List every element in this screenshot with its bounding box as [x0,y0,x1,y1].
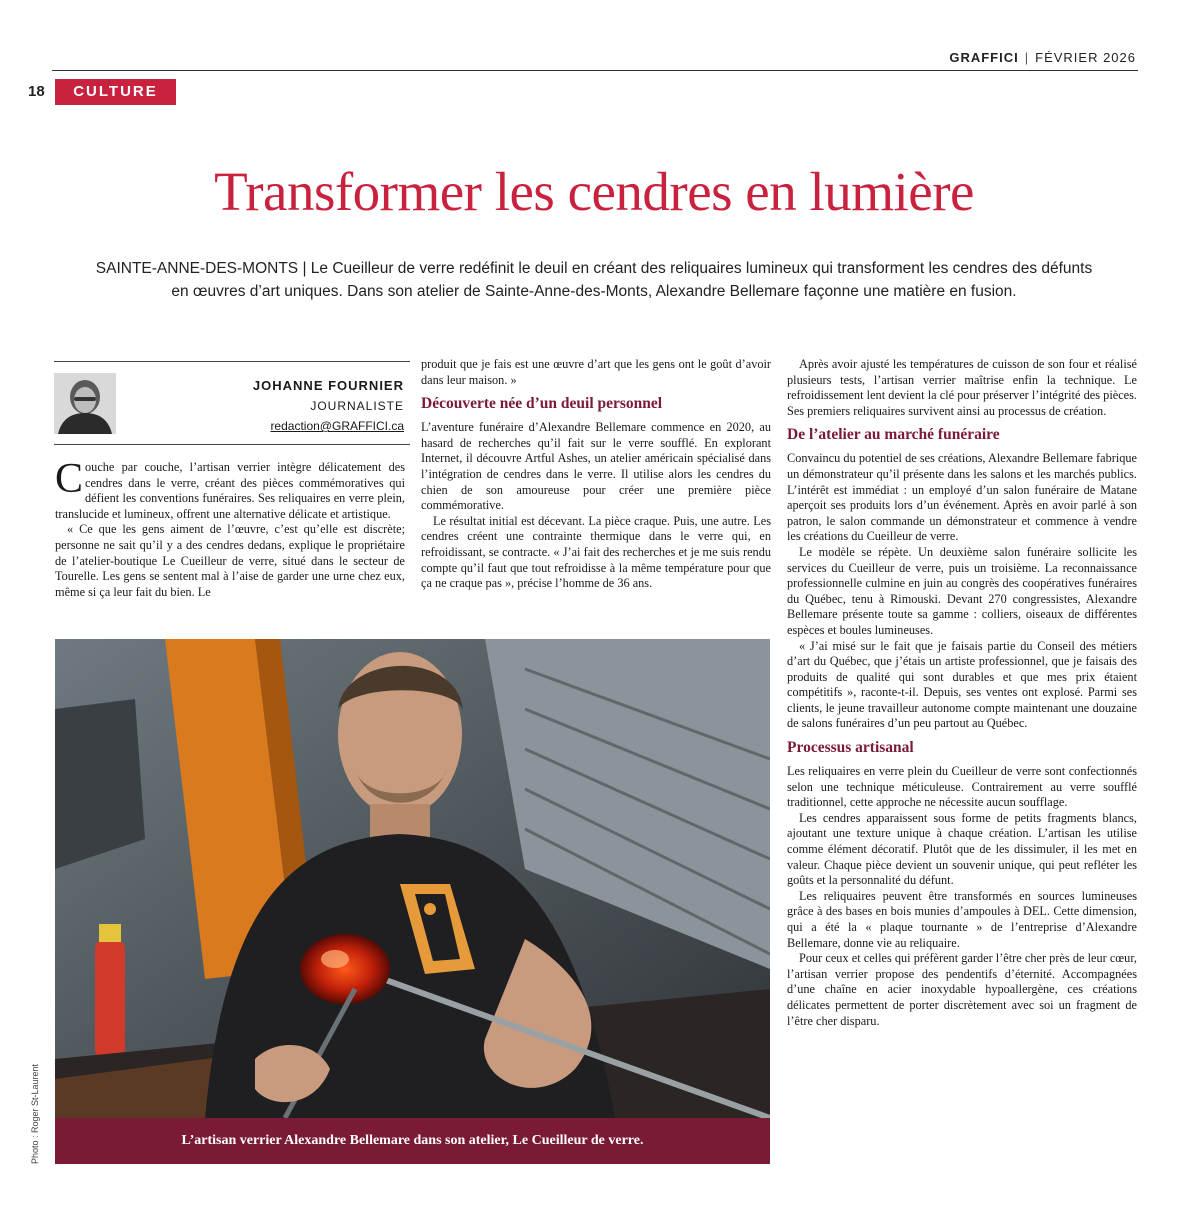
article-photo [55,639,770,1118]
drop-cap: C [55,456,84,502]
paragraph: produit que je fais est une œuvre d’art que les gens ont le goût d’avoir dans leur maison. » [421,357,771,387]
byline-rule-bottom [54,444,410,445]
author-name: JOHANNE FOURNIER [252,378,404,393]
paragraph: Convaincu du potentiel de ses créations, Alexandre Bellemare fabrique un démonstrateur qu’il présente dans les salons et les marchés publics. L’intérêt est immédiat : un employé d’un salon funéraire de Matane aperçoit ses produits lors d’un événement. Après en avoir parlé à son patron, le salon commande un démonstrateur et commence à vendre les créations du Cueilleur de verre. [787,451,1137,544]
paragraph: Les reliquaires en verre plein du Cueilleur de verre sont confectionnés selon une technique méticuleuse. Contrairement au verre soufflé traditionnel, cette approche ne nécessite aucun soufflage. [787,764,1137,810]
glassblower-photo [55,639,770,1118]
paragraph: « J’ai misé sur le fait que je faisais partie du Conseil des métiers d’art du Québec, que j’étais un artiste professionnel, que je faisais des produits de qualité qui sont durables et que mes prix étaient compétitifs », raconte-t-il. Depuis, ses ventes ont explosé. Parmi ses clients, le jeune travailleur autonome compte maintenant une douzaine de salons funéraires d’un peu partout au Québec. [787,638,1137,731]
column-2 [421,357,771,592]
caption-bar [55,1118,770,1164]
author-role: JOURNALISTE [310,399,404,413]
paragraph: Pour ceux et celles qui préfèrent garder l’être cher près de leur cœur, l’artisan verrier propose des pendentifs d’éternité. Accompagnées d’une chaîne en acier inoxydable hypoallergène, ces créations délicates permettent de porter discrètement avec soi un fragment de l’être cher disparu. [787,951,1137,1028]
paragraph: Les reliquaires peuvent être transformés en sources lumineuses grâce à des bases en bois munies d’ampoules à DEL. Cette dimension, qui a été la « plaque tournante » de l’entreprise d’Alexandre Bellemare, donne vie au reliquaire. [787,888,1137,950]
photo-credit: Photo : Roger St-Laurent [30,1063,40,1164]
column-3 [787,357,1137,1029]
photo-caption: L’artisan verrier Alexandre Bellemare dans son atelier, Le Cueilleur de verre. [181,1133,644,1148]
paragraph: « Ce que les gens aiment de l’œuvre, c’est qu’elle est discrète; personne ne sait qu’il y a des cendres dedans, explique le propriétaire de l’atelier-boutique Le Cueilleur de verre, situé dans le secteur de Tourelle. Les gens se sentent mal à l’aise de garder une urne chez eux, même si ça leur fait du bien. Le [55,522,405,599]
page-number: 18 [28,83,45,100]
publication-name: GRAFFICI [949,50,1019,65]
paragraph: Couche par couche, l’artisan verrier intègre délicatement des cendres dans le verre, créant des pièces commémoratives qui défient les conventions funéraires. Ses reliquaires en verre plein, translucide et lumineux, offrent une alternative délicate et artistique. [55,456,405,521]
header-rule [52,70,1138,71]
paragraph: Le modèle se répète. Un deuxième salon funéraire sollicite les services du Cueilleur de verre, puis un troisième. La reconnaissance professionnelle culmine en juin au congrès des coopératives funéraires du Québec, tenu à Rimouski. Devant 270 congressistes, Alexandre Bellemare présente toute sa gamme : colliers, oiseaux de différentes espèces et boules lumineuses. [787,544,1137,637]
masthead-separator: | [1024,50,1030,65]
author-photo [54,373,116,434]
author-portrait-icon [54,373,116,434]
paragraph: Après avoir ajusté les températures de cuisson de son four et réalisé plusieurs tests, l’artisan verrier maîtrise enfin la technique. Le refroidissement lent devient la clé pour préserver l’intégrité des pièces. Ses premiers reliquaires survivent ainsi au processus de création. [787,357,1137,418]
byline-rule [54,361,410,362]
subheading: De l’atelier au marché funéraire [787,426,1000,444]
author-email-link[interactable]: redaction@GRAFFICI.ca [270,419,404,433]
section-tag: CULTURE [55,79,176,105]
subheading: Découverte née d’un deuil personnel [421,395,663,413]
author-block [144,378,404,433]
column-1 [55,456,405,600]
issue-date: FÉVRIER 2026 [1035,50,1136,65]
lede: SAINTE-ANNE-DES-MONTS | Le Cueilleur de verre redéfinit le deuil en créant des reliquaires lumineux qui transforment les cendres des défunts en œuvres d’art uniques. Dans son atelier de Sainte-Anne-des-Monts, Alexandre Bellemare façonne une matière en fusion. [95,260,1093,300]
subheading: Processus artisanal [787,739,914,757]
headline: Transformer les cendres en lumière [214,161,974,222]
paragraph: Les cendres apparaissent sous forme de petits fragments blancs, ajoutant une texture unique à chaque création. L’artisan les utilise comme élément décoratif. Plutôt que de les dissimuler, il les met en valeur. Chaque pièce devient un souvenir unique, qui peut refléter les goûts et la personnalité du défunt. [787,810,1137,888]
masthead [949,50,1136,65]
paragraph: L’aventure funéraire d’Alexandre Bellemare commence en 2020, au hasard de recherches qu’il fait sur le verre soufflé. En explorant Internet, il découvre Artful Ashes, un atelier américain spécialisé dans l’intégration de cendres dans le verre. Il utilise alors les cendres du chien de son amoureuse pour créer une première pièce commémorative. [421,420,771,513]
paragraph: Le résultat initial est décevant. La pièce craque. Puis, une autre. Les cendres créent une contrainte thermique dans le verre qui, en refroidissant, se contracte. « J’ai fait des recherches et je me suis rendu compte qu’il faut que tout refroidisse à la même température pour que ça ne craque pas », précise l’homme de 36 ans. [421,513,771,591]
